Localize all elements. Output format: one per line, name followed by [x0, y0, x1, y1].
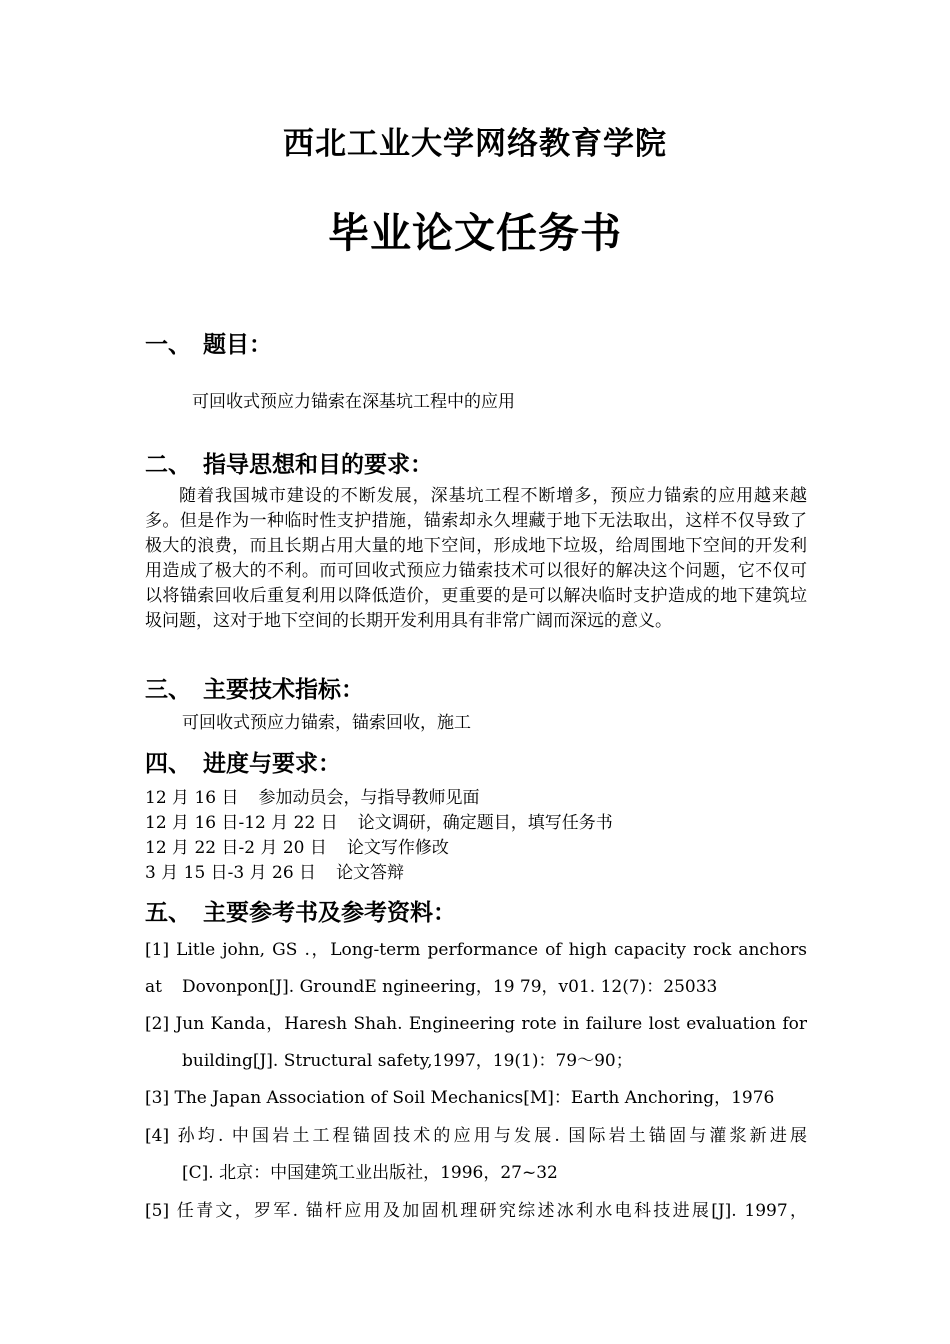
schedule-task: 论文调研，确定题目，填写任务书 [357, 813, 613, 833]
section-heading-label: 指导思想和目的要求： [203, 452, 433, 478]
guidance-paragraph: 随着我国城市建设的不断发展，深基坑工程不断增多，预应力锚索的应用越来越多。但是作为一种临时性支护措施，锚索却永久埋藏于地下无法取出，这样不仅导致了极大的浪费，而且长期占用大量的地下空间，形成地下垃圾，给周围地下空间的开发利用造成了极大的不利。而可回收式预应力锚索技术可以很好的解决这个问题，它不仅可以将锚索回收后重复利用以降低造价，更重要的是可以解决临时支护造成的地下建筑垃圾问题，这对于地下空间的长期开发利用具有非常广阔而深远的意义。 [145, 486, 807, 631]
schedule-item [145, 833, 449, 858]
schedule-item [145, 808, 613, 833]
section-heading-label: 主要技术指标： [203, 677, 364, 703]
reference-item: [3] The Japan Association of Soil Mechanics[M]：Earth Anchoring，1976 [145, 1088, 775, 1108]
schedule-item [145, 858, 404, 883]
schedule-item [145, 783, 479, 808]
document-title: 毕业论文任务书 [328, 209, 622, 257]
section-number: 三、 [145, 677, 191, 703]
schedule-date: 12 月 16 日 [145, 788, 239, 808]
schedule-task: 论文写作修改 [346, 838, 449, 858]
section-heading-indicators [145, 671, 364, 704]
section-heading-schedule [145, 745, 341, 778]
technical-indicators: 可回收式预应力锚索，锚索回收，施工 [182, 713, 471, 733]
reference-item-continued: Dovonpon[J]. GroundE ngineering，19 79，v01. 12(7)：25033 [182, 977, 718, 997]
section-heading-label: 主要参考书及参考资料： [203, 900, 456, 926]
schedule-date: 3 月 15 日-3 月 26 日 [145, 863, 317, 883]
institution-title: 西北工业大学网络教育学院 [283, 126, 667, 162]
section-heading-guidance [145, 446, 433, 479]
reference-item-continued: building[J]. Structural safety,1997，19(1)：79～90； [182, 1051, 633, 1071]
section-number: 二、 [145, 452, 191, 478]
section-number: 一、 [145, 332, 191, 358]
section-number: 四、 [145, 751, 191, 777]
reference-item: [5] 任青文，罗军. 锚杆应用及加固机理研究综述冰利水电科技进展[J]. 1997， [145, 1201, 807, 1221]
schedule-date: 12 月 16 日-12 月 22 日 [145, 813, 338, 833]
schedule-date: 12 月 22 日-2 月 20 日 [145, 838, 327, 858]
section-number: 五、 [145, 900, 191, 926]
schedule-task: 参加动员会，与指导教师见面 [258, 788, 480, 808]
reference-item: [4] 孙均. 中国岩土工程锚固技术的应用与发展. 国际岩土锚固与灌浆新进展 [145, 1126, 807, 1146]
section-heading-label: 题目： [203, 332, 272, 358]
reference-item-continued: [C]. 北京：中国建筑工业出版社，1996，27~32 [182, 1163, 558, 1183]
schedule-task: 论文答辩 [336, 863, 405, 883]
section-heading-topic [145, 326, 272, 359]
reference-item: [1] Litle john, GS .，Long-term performance of high capacity rock anchors at [145, 940, 807, 997]
section-heading-references [145, 894, 456, 927]
thesis-topic: 可回收式预应力锚索在深基坑工程中的应用 [192, 392, 515, 412]
reference-item: [2] Jun Kanda，Haresh Shah. Engineering rote in failure lost evaluation for [145, 1014, 807, 1034]
section-heading-label: 进度与要求： [203, 751, 341, 777]
